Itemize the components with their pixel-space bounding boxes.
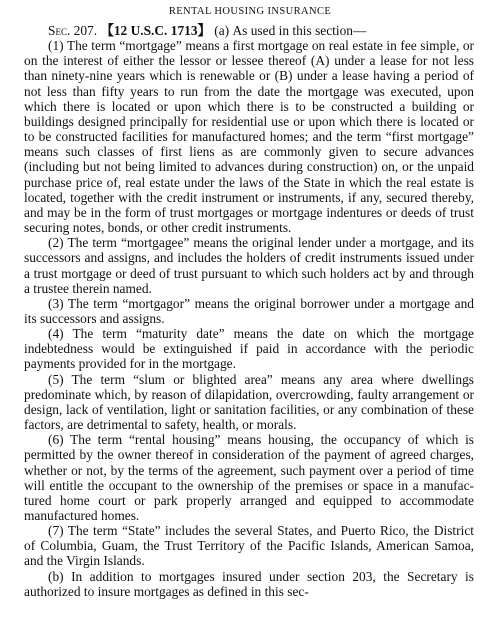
section-label: Sec. 207.: [48, 23, 98, 38]
definition-mortgagee: (2) The term “mortgagee” means the original lender under a mortgage, and its successors and assigns, and includes the holders of credit instruments issued under a trust mortgage or deed of trust pursuant to which such holders act by and through a trustee therein named.: [24, 235, 474, 296]
subsection-b-paragraph: (b) In addition to mortgages insured under section 203, the Secretary is authorized to insure mortgages as defined in this sec-: [24, 568, 474, 599]
running-header: RENTAL HOUSING INSURANCE: [168, 6, 332, 17]
section-heading-paragraph: [24, 23, 474, 38]
definition-slum-or-blighted-area: (5) The term “slum or blighted area” means any area where dwellings predominate which, by reason of dilapidation, overcrowding, faulty arrangement or design, lack of ventilation, light or sanitation facilities, or any combination of these factors, are detrimental to safety, health, or morals.: [24, 371, 474, 433]
definition-maturity-date: (4) The term “maturity date” means the date on which the mortgage indebtedness would be extinguished if paid in accordance with the periodic payments provided for in the mortgage.: [24, 326, 474, 372]
definition-mortgagor: (3) The term “mortgagor” means the original borrower under a mortgage and its successors and assigns.: [24, 295, 474, 326]
definition-mortgage: (1) The term “mortgage” means a first mortgage on real estate in fee simple, or on the interest of either the lessor or lessee thereof (A) under a lease for not less than ninety-nine years which is renewable or (B) under a lease having a period of not less than fifty years to run from the date the mortgage was executed, upon which there is located or upon which there is to be constructed a building or buildings designed principally for residential use or upon which there is located or to be constructed facilities for manufactured homes; and the term “first mortgage” means such classes of first liens as are commonly given to secure advances (including but not being limited to advances during construction) on, or the unpaid purchase price of, real estate under the laws of the State in which the real estate is located, together with the credit instrument or instruments, if any, secured thereby, and may be in the form of trust mortgages or mortgage indentures or deeds of trust securing notes, bonds, or other credit instruments.: [24, 38, 474, 236]
definition-rental-housing: (6) The term “rental housing” means housing, the occupancy of which is permitted by the owner thereof in consideration of the payment of agreed charges, whether or not, by the terms of the agreement, such payment over a period of time will entitle the occupant to the ownership of the premises or space in a manufactured home court or park properly arranged and equipped to accommodate manufactured homes.: [24, 432, 474, 523]
section-citation: 【12 U.S.C. 1713】: [100, 23, 211, 38]
section-intro: (a) As used in this section—: [214, 23, 367, 38]
document-body: [24, 23, 474, 599]
definition-state: (7) The term “State” includes the several States, and Puerto Rico, the District of Columbia, Guam, the Trust Territory of the Pacific Islands, American Samoa, and the Virgin Islands.: [24, 523, 474, 569]
